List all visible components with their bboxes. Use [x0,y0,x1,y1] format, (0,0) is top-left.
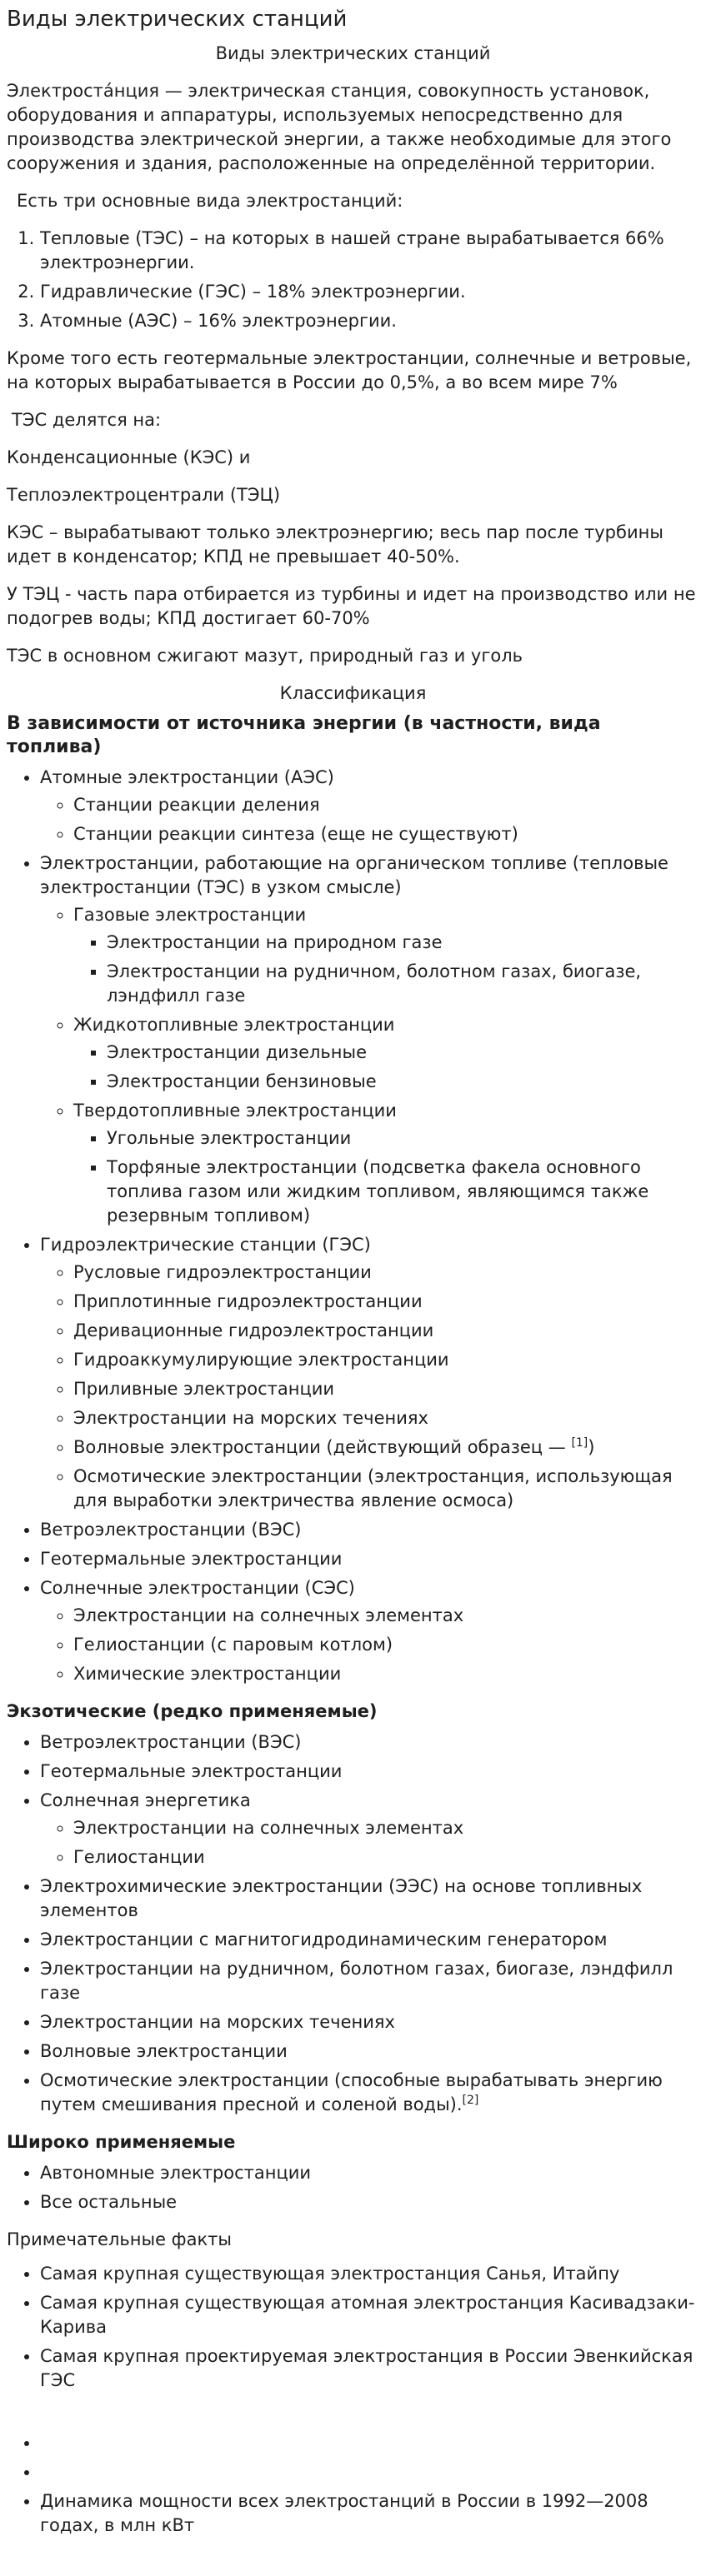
list-item [40,2069,699,2117]
list-item: • Геотермальные электростанции [40,1760,699,1784]
list-item [73,1099,699,1228]
list-item-label: Твердотопливные электростанции [73,1101,397,1121]
paragraph-other-stations: Кроме того есть геотермальные электростанции, солнечные и ветровые, на которых вырабатывается в России до 0,5%, а во всем мире 7% [7,348,692,392]
list-item-label-end: ) [588,1437,595,1457]
facts-list [7,2262,699,2393]
list-item: ▪ Электростанции на природном газе [107,931,699,955]
classification-title: Классификация [279,683,427,703]
list-item: ◦ Приплотинные гидроэлектростанции [73,1290,699,1314]
footnote-link-2[interactable]: [2] [462,2094,479,2107]
list-item: • Электростанции на рудничном, болотном газах, биогазе, лэндфилл газе [40,1957,699,2005]
list-item: • Самая крупная существующая атомная электростанция Касивадзаки-Карива [40,2291,699,2339]
list-item: • Автономные электростанции [40,2161,699,2185]
list-item: ◦ Деривационные гидроэлектростанции [73,1319,699,1343]
paragraph-tec: Теплоэлектроцентрали (ТЭЦ) [7,485,281,505]
footnote-link-1[interactable]: [1] [571,1436,588,1450]
list-item: • Все остальные [40,2190,699,2214]
list-item [40,1233,699,1513]
list-item [40,1576,699,1686]
list-item: ◦ Гелиостанции [73,1845,699,1870]
paragraph-fuel: ТЭС в основном сжигают мазут, природный газ и уголь [7,646,523,666]
list-item [73,1435,699,1460]
list-item-label: Атомные электростанции (АЭС) [40,767,334,787]
empty-list-item [40,2460,699,2484]
list-item: ▪ Электростанции бензиновые [107,1070,699,1094]
list-item: • Геотермальные электростанции [40,1547,699,1571]
list-item [40,1789,699,1870]
intro-paragraph: Электроста́нция — электрическая станция, совокупность установок, оборудования и аппаратуры, используемых непосредственно для производства электрической энергии, а также необходимые для этого сооружения и здания, расположенные на определённой территории. [7,81,672,173]
list-item: ◦ Гелиостанции (с паровым котлом) [73,1633,699,1657]
list-item: ◦ Электростанции на солнечных элементах [73,1604,699,1628]
facts-title: Примечательные факты [7,2229,232,2249]
list-item: ◦ Станции реакции синтеза (еще не существуют) [73,822,699,846]
list-item: ◦ Приливные электростанции [73,1377,699,1401]
tail-list [7,2431,699,2538]
list-item: • Электростанции на морских течениях [40,2010,699,2034]
list-item: ▪ Торфяные электростанции (подсветка факела основного топлива газом или жидким топливом, являющимся также резервным топливом) [107,1156,699,1228]
list-item: 1. Тепловые (ТЭС) – на которых в нашей стране вырабатывается 66% электроэнергии. [40,227,699,275]
section-heading-energy-source: В зависимости от источника энергии (в частности, вида топлива) [7,713,601,757]
list-item [40,851,699,1228]
three-types-list [7,227,699,333]
list-item: ▪ Электростанции на рудничном, болотном газах, биогазе, лэндфилл газе [107,960,699,1008]
list-item: • Ветроэлектростанции (ВЭС) [40,1518,699,1542]
list-item: ◦ Осмотические электростанции (электростанция, использующая для выработки электричества явление осмоса) [73,1465,699,1513]
paragraph-kes: Конденсационные (КЭС) и [7,447,251,467]
three-types-label: Есть три основные вида электростанций: [17,191,403,211]
paragraph-kes-desc: КЭС – вырабатывают только электроэнергию; весь пар после турбины идет в конденсатор; КПД не превышает 40-50%. [7,522,663,567]
list-item: ▪ Угольные электростанции [107,1126,699,1151]
list-item: ◦ Русловые гидроэлектростанции [73,1261,699,1285]
list-item: • Самая крупная проектируемая электростанция в России Эвенкийская ГЭС [40,2344,699,2393]
list-item: 2. Гидравлические (ГЭС) – 18% электроэнергии. [40,280,699,304]
list-item: ◦ Химические электростанции [73,1662,699,1686]
list-item: ◦ Электростанции на солнечных элементах [73,1816,699,1840]
widely-used-list [7,2161,699,2214]
list-item: 3. Атомные (АЭС) – 16% электроэнергии. [40,309,699,333]
list-item [73,1013,699,1094]
list-item: • Электростанции с магнитогидродинамическим генератором [40,1928,699,1952]
paragraph-tec-desc: У ТЭЦ - часть пара отбирается из турбины и идет на производство или не подогрев воды; КПД достигает 60-70% [7,584,696,628]
energy-source-list [7,766,699,1686]
list-item [73,903,699,1008]
list-item-label: Солнечные электростанции (СЭС) [40,1578,355,1598]
page-title: Виды электрических станций [7,7,348,32]
list-item-label: Осмотические электростанции (способные вырабатывать энергию путем смешивания пресной и соленой воды). [40,2070,663,2114]
list-item: ▪ Электростанции дизельные [107,1041,699,1065]
list-item: ◦ Гидроаккумулирующие электростанции [73,1348,699,1372]
list-item: • Волновые электростанции [40,2039,699,2064]
list-item-label: Газовые электростанции [73,905,307,925]
section-heading-exotic: Экзотические (редко применяемые) [7,1701,378,1721]
list-item: • Электрохимические электростанции (ЭЭС) на основе топливных элементов [40,1875,699,1923]
section-heading-widely-used: Широко применяемые [7,2132,236,2152]
subtitle: Виды электрических станций [215,43,491,63]
list-item: • Ветроэлектростанции (ВЭС) [40,1730,699,1755]
empty-list-item [40,2431,699,2455]
list-item: • Динамика мощности всех электростанций в России в 1992—2008 годах, в млн кВт [40,2489,699,2538]
list-item [40,766,699,846]
list-item-label: Жидкотопливные электростанции [73,1015,395,1035]
list-item: ◦ Электростанции на морских течениях [73,1406,699,1430]
list-item: • Самая крупная существующая электростанция Санья, Итайпу [40,2262,699,2286]
list-item: ◦ Станции реакции деления [73,793,699,817]
list-item-label: Электростанции, работающие на органическом топливе (тепловые электростанции (ТЭС) в узком смысле) [40,853,668,897]
list-item-label: Волновые электростанции (действующий образец — [73,1437,572,1457]
exotic-list [7,1730,699,2117]
list-item-label: Гидроэлектрические станции (ГЭС) [40,1235,371,1255]
list-item-label: Солнечная энергетика [40,1790,251,1810]
paragraph-tes-division: ТЭС делятся на: [12,410,162,430]
